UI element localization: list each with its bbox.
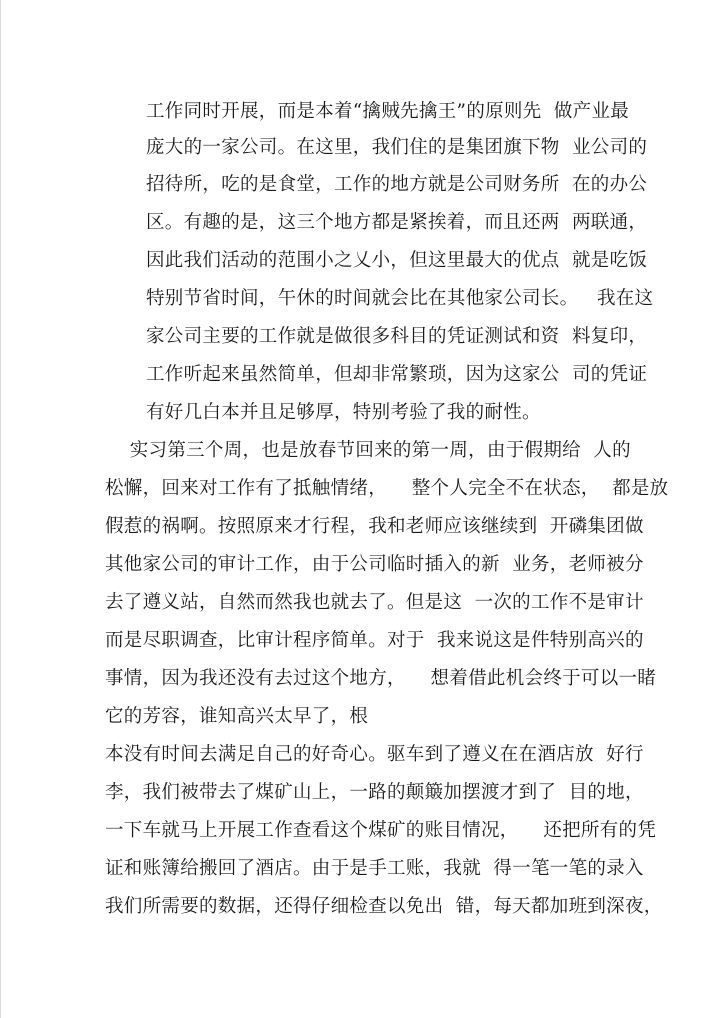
text-line: 证和账簿给搬回了酒店。由于是手工账，我就 得一笔一笔的录入 bbox=[105, 858, 644, 879]
text-line: 它的芳容，谁知高兴太早了，根 bbox=[105, 706, 369, 727]
text-line: 而是尽职调查，比审计程序简单。对于 我来说这是件特别高兴的 bbox=[105, 630, 644, 651]
text-line: 特别节省时间，午休的时间就会比在其他家公司长。 我在这 bbox=[146, 288, 654, 309]
text-line: 招待所，吃的是食堂，工作的地方就是公司财务所 在的办公 bbox=[146, 174, 648, 195]
text-line: 家公司主要的工作就是做很多科目的凭证测试和资 料复印， bbox=[146, 326, 648, 347]
text-line: 区。有趣的是，这三个地方都是紧挨着，而且还两 两联通， bbox=[146, 212, 648, 233]
text-line: 工作听起来虽然简单，但却非常繁琐，因为这家公 司的凭证 bbox=[146, 364, 648, 385]
text-line: 去了遵义站，自然而然我也就去了。但是这 一次的工作不是审计 bbox=[105, 592, 644, 613]
text-line: 有好几白本并且足够厚，特别考验了我的耐性。 bbox=[146, 402, 541, 423]
text-line: 因此我们活动的范围小之乂小，但这里最大的优点 就是吃饭 bbox=[146, 250, 648, 271]
text-line: 工作同时开展，而是本着“擒贼先擒王”的原则先 做产业最 bbox=[146, 101, 630, 122]
text-line: 其他家公司的审计工作，由于公司临时插入的新 业务，老师被分 bbox=[105, 554, 644, 575]
text-line: 实习第三个周，也是放春节回来的第一周，由于假期给 人的 bbox=[105, 440, 631, 461]
text-line: 庞大的一家公司。在这里，我们住的是集团旗下物 业公司的 bbox=[146, 137, 648, 158]
text-line: 我们所需要的数据，还得仔细检查以免出 错，每天都加班到深夜， bbox=[105, 896, 663, 917]
text-line: 本没有时间去满足自己的好奇心。驱车到了遵义在在酒店放 好行 bbox=[105, 744, 644, 765]
text-line: 一下车就马上开展工作查看这个煤矿的账目情况， 还把所有的凭 bbox=[105, 820, 657, 841]
text-line: 松懈，回来对工作有了抵触情绪， 整个人完全不在状态， 都是放 bbox=[105, 478, 669, 499]
text-line: 假惹的祸啊。按照原来才行程，我和老师应该继续到 开磷集团做 bbox=[105, 516, 644, 537]
text-line: 李，我们被带去了煤矿山上，一路的颠簸加摆渡才到了 目的地， bbox=[105, 782, 644, 803]
text-line: 事情，因为我还没有去过这个地方， 想着借此机会终于可以一睹 bbox=[105, 668, 657, 689]
